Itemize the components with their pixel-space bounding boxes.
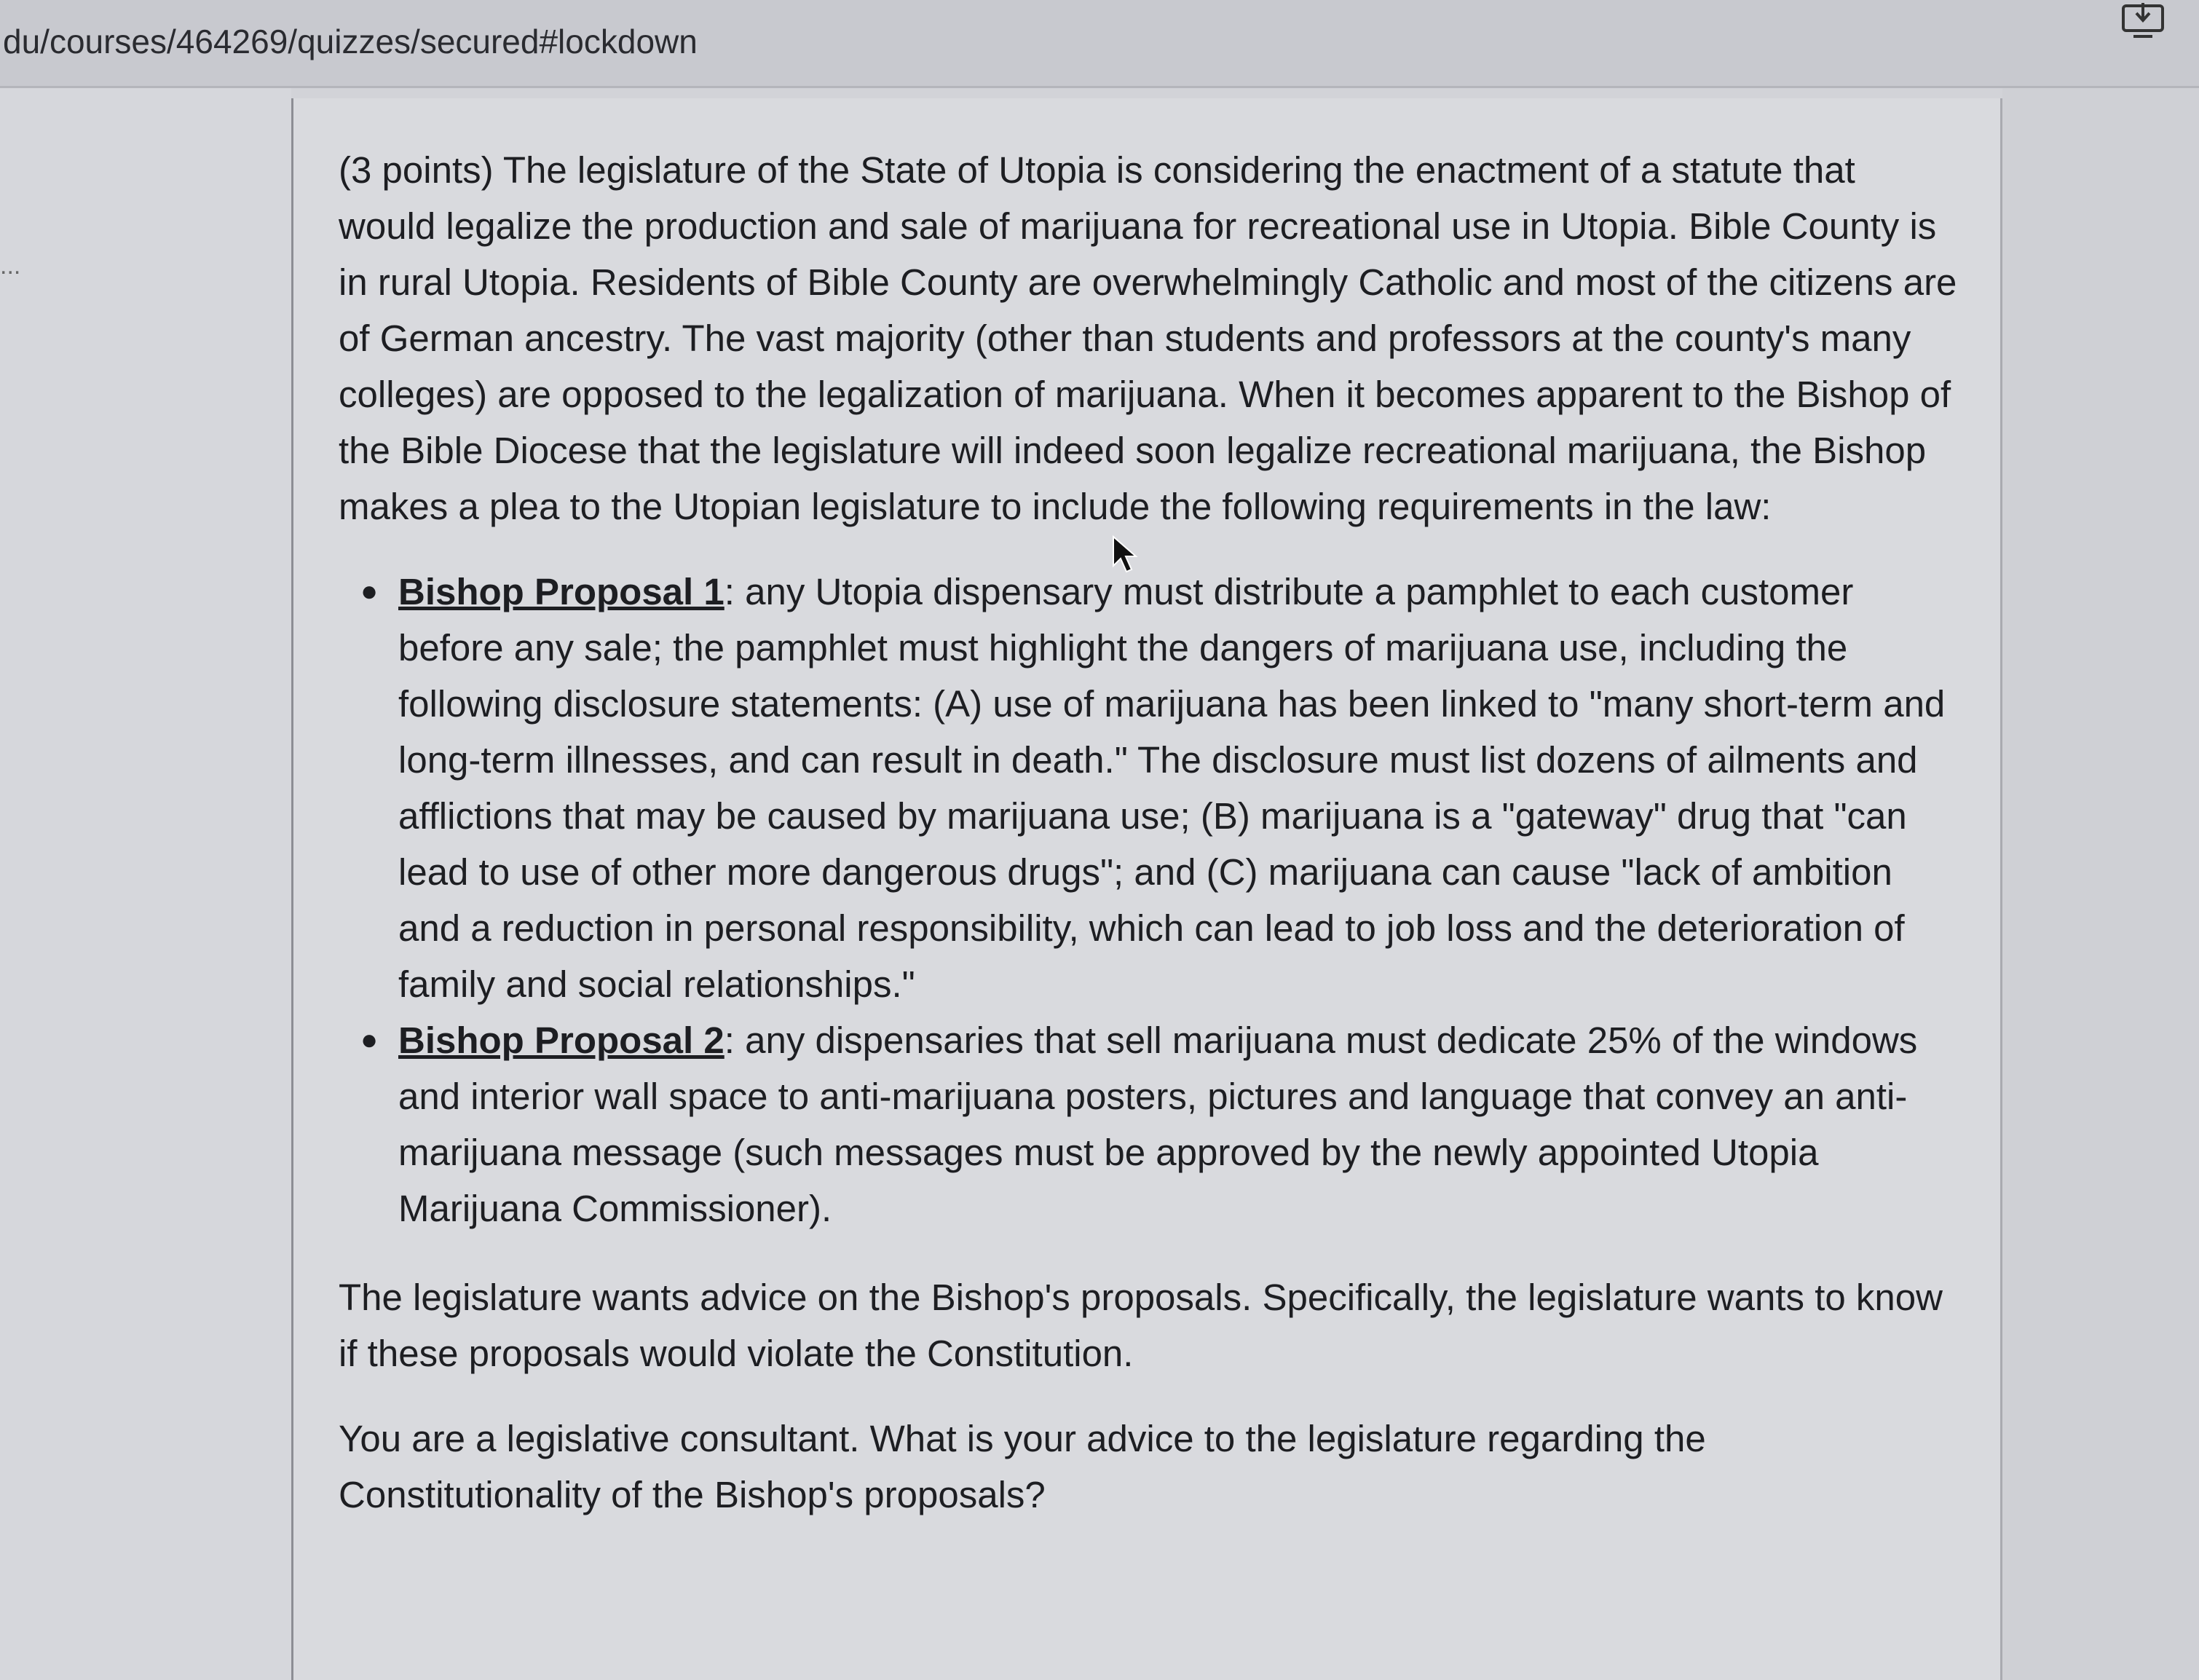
right-sidebar xyxy=(2002,88,2199,1680)
proposal-item-1 xyxy=(360,564,1962,1012)
question-intro: (3 points) The legislature of the State of Utopia is considering the enactment of a statute that would legalize the production and sale of marijuana for recreational use in Utopia. Bible County is in rural Utopia. Residents of Bible County are overwhelmingly Catholic and most of the citizens are of German ancestry. The vast majority (other than students and professors at the county's many colleges) are opposed to the legalization of marijuana. When it becomes apparent to the Bishop of the Bible Diocese that the legislature will indeed soon legalize recreational marijuana, the Bishop makes a plea to the Utopian legislature to include the following requirements in the law: xyxy=(339,149,1957,527)
quiz-question-panel xyxy=(291,98,2002,1680)
mouse-cursor-icon xyxy=(1110,535,1140,576)
advice-paragraph: The legislature wants advice on the Bishop's proposals. Specifically, the legislature wants to know if these proposals would violate the Constitution. xyxy=(339,1277,1943,1374)
download-icon xyxy=(2120,1,2166,39)
proposal-text-1: : any Utopia dispensary must distribute a pamphlet to each customer before any sale; the pamphlet must highlight the dangers of marijuana use, including the following disclosure statements: (A) use of marijuana has been linked to "many short-term and long-term illnesses, and can result in death." The disclosure must list dozens of ailments and afflictions that may be caused by marijuana use; (B) marijuana is a "gateway" drug that "can lead to use of other more dangerous drugs"; and (C) marijuana can cause "lack of ambition and a reduction in personal responsibility, which can lead to job loss and the deterioration of family and social relationships." xyxy=(398,571,1946,1005)
gutter-marker: ... xyxy=(0,252,21,280)
proposal-text-2: : any dispensaries that sell marijuana must dedicate 25% of the windows and interior wall space to anti-marijuana posters, pictures and language that convey an anti-marijuana message (such messages must be approved by the newly appointed Utopia Marijuana Commissioner). xyxy=(398,1020,1918,1229)
left-sidebar xyxy=(0,88,291,1680)
bullet-icon: ● xyxy=(360,1024,379,1056)
address-bar[interactable] xyxy=(0,0,2199,88)
proposal-list xyxy=(339,564,1962,1237)
download-button[interactable] xyxy=(2117,0,2168,41)
question-text xyxy=(339,142,1962,1552)
proposal-title-2: Bishop Proposal 2 xyxy=(398,1020,725,1061)
proposal-title-1: Bishop Proposal 1 xyxy=(398,571,725,612)
bullet-icon: ● xyxy=(360,575,379,607)
url-text[interactable]: du/courses/464269/quizzes/secured#lockdown xyxy=(3,23,698,60)
question-prompt: You are a legislative consultant. What is your advice to the legislature regarding the Constitutionality of the Bishop's proposals? xyxy=(339,1418,1706,1515)
proposal-item-2 xyxy=(360,1012,1962,1237)
